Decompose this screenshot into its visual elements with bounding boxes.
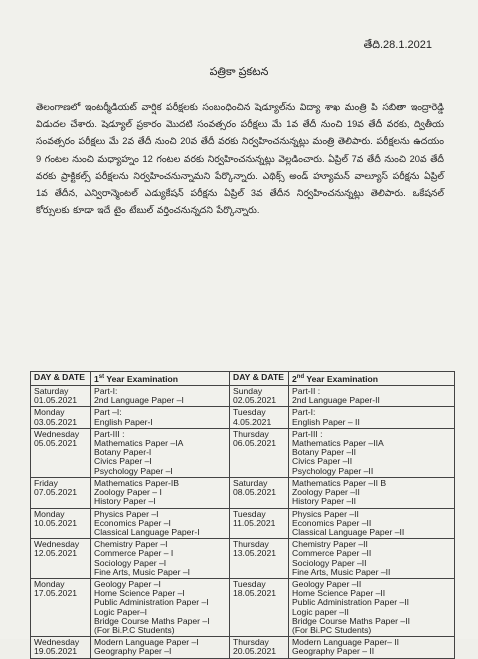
table-row (31, 428, 455, 477)
cell-line: Friday (34, 477, 58, 488)
second-year-exam-cell (289, 428, 455, 477)
cell-line: 18.05.2021 (233, 588, 277, 599)
cell-line: Part-I: (292, 407, 316, 418)
cell-line: Geography Paper – II (292, 646, 375, 657)
second-day-cell (230, 386, 289, 407)
first-year-exam-cell (91, 637, 230, 658)
second-year-exam-cell (289, 508, 455, 539)
cell-line: 17.05.2021 (34, 588, 78, 599)
cell-line: Sociology Paper –II (292, 557, 367, 568)
cell-line: Psychology Paper –I (94, 465, 173, 476)
cell-line: 20.05.2021 (233, 646, 277, 657)
cell-line: Thursday (233, 428, 269, 439)
cell-line: Part-III : (292, 428, 323, 439)
cell-line: Tuesday (233, 508, 266, 519)
header-day-date-2: DAY & DATE (230, 372, 289, 386)
second-day-cell (230, 477, 289, 508)
cell-line: 07.05.2021 (34, 487, 78, 498)
cell-line: Thursday (233, 539, 269, 550)
first-year-exam-cell (91, 539, 230, 579)
cell-line: 11.05.2021 (233, 517, 276, 528)
first-year-exam-cell (91, 508, 230, 539)
cell-line: Monday (34, 508, 65, 519)
first-day-cell (31, 407, 91, 428)
table-row (31, 386, 455, 407)
cell-line: Fine Arts, Music Paper –I (94, 566, 190, 577)
cell-line: Tuesday (233, 578, 266, 589)
cell-line: Psychology Paper –II (292, 465, 374, 476)
cell-line: Geology Paper –II (292, 578, 362, 589)
first-year-exam-cell (91, 428, 230, 477)
cell-line: Classical Language Paper-I (94, 526, 200, 537)
cell-line: Fine Arts, Music Paper –II (292, 566, 391, 577)
second-day-cell (230, 539, 289, 579)
first-day-cell (31, 428, 91, 477)
cell-line: 03.05.2021 (34, 416, 78, 427)
cell-line: Modern Language Paper– II (292, 637, 400, 648)
cell-line: Botany Paper –II (292, 447, 357, 458)
cell-line: English Paper – II (292, 416, 360, 427)
cell-line: 12.05.2021 (34, 548, 78, 559)
second-day-cell (230, 407, 289, 428)
first-day-cell (31, 508, 91, 539)
second-day-cell (230, 428, 289, 477)
second-year-exam-cell (289, 477, 455, 508)
first-year-exam-cell (91, 386, 230, 407)
cell-line: Bridge Course Maths Paper –II (292, 615, 410, 626)
cell-line: Physics Paper –I (94, 508, 159, 519)
cell-line: 10.05.2021 (34, 517, 78, 528)
cell-line: Monday (34, 407, 65, 418)
cell-line: Sunday (233, 386, 263, 397)
cell-line: Saturday (233, 477, 268, 488)
header-first-year: 1st Year Examination (91, 372, 230, 386)
cell-line: Geography Paper –I (94, 646, 172, 657)
cell-line: Modern Language Paper –I (94, 637, 199, 648)
second-year-exam-cell (289, 578, 455, 636)
cell-line: Part-I: (94, 386, 118, 397)
cell-line: 2nd Language Paper –I (94, 395, 184, 406)
cell-line: Home Science Paper –I (94, 588, 185, 599)
cell-line: Chemistry Paper –I (94, 539, 168, 550)
cell-line: Economics Paper –I (94, 517, 171, 528)
second-year-exam-cell (289, 637, 455, 658)
announcement-paragraph: తెలంగాణలో ఇంటర్మీడియట్ వార్షిక పరీక్షలకు సంబంధించిన షెడ్యూల్‌ను విద్యా శాఖ మంత్రి పి సబితా ఇంద్రారెడ్డి విడుదల చేశారు. షెడ్యూల్ ప్రకారం మొదటి సంవత్సరం పరీక్షలు మే 1వ తేదీ నుంచి 19వ తేదీ వరకు, ద్వితీయ సంవత్సరం పరీక్షలు మే 2వ తేదీ నుంచి 20వ తేదీ వరకు నిర్వహించనున్నట్లు మంత్రి తెలిపారు. పరీక్షలను ఉదయం 9 గంటల నుంచి మధ్యాహ్నం 12 గంటల వరకు నిర్వహించనున్నట్లు వెల్లడించారు. ఏప్రిల్ 7వ తేదీ నుంచి 20వ తేదీ వరకు ప్రాక్టికల్స్ పరీక్షలను నిర్వహించనున్నామని పేర్కొన్నారు. ఎథిక్స్ అండ్ హ్యూమన్ వాల్యూస్ పరీక్షను ఏప్రిల్ 1వ తేదీన, ఎన్విరాన్మెంటల్ ఎడ్యుకేషన్ పరీక్షను ఏప్రిల్ 3వ తేదీన నిర్వహించనున్నట్లు తెలిపారు. ఒకేషనల్ కోర్సులకు కూడా ఇదే టైం టేబుల్ వర్తించనున్నదని పేర్కొన్నారు. (36, 102, 444, 216)
cell-line: English Paper-I (94, 416, 153, 427)
cell-line: Part-II : (292, 386, 321, 397)
cell-line: Part-III : (94, 428, 125, 439)
second-day-cell (230, 578, 289, 636)
cell-line: 4.05.2021 (233, 416, 272, 427)
table-row (31, 578, 455, 636)
first-day-cell (31, 637, 91, 658)
cell-line: 13.05.2021 (233, 548, 277, 559)
cell-line: Thursday (233, 637, 269, 648)
first-year-exam-cell (91, 407, 230, 428)
second-year-exam-cell (289, 407, 455, 428)
table-row (31, 539, 455, 579)
cell-line: Logic paper –II (292, 606, 349, 617)
cell-line: Commerce Paper –II (292, 548, 372, 559)
cell-line: Zoology Paper – I (94, 487, 162, 498)
first-day-cell (31, 477, 91, 508)
table-row (31, 407, 455, 428)
header-day-date-1: DAY & DATE (31, 372, 91, 386)
cell-line: 01.05.2021 (34, 395, 78, 406)
cell-line: Mathematics Paper-IB (94, 477, 180, 488)
first-day-cell (31, 578, 91, 636)
cell-line: Mathematics Paper –II B (292, 477, 387, 488)
cell-line: Civics Paper –II (292, 456, 353, 467)
table-header-row (31, 372, 455, 386)
cell-line: (For Bi.PC Students) (292, 624, 372, 635)
second-day-cell (230, 508, 289, 539)
cell-line: Physics Paper –II (292, 508, 359, 519)
cell-line: Classical Language Paper –II (292, 526, 405, 537)
cell-line: Wednesday (34, 637, 80, 648)
cell-line: 19.05.2021 (34, 646, 78, 657)
cell-line: Geology Paper –I (94, 578, 161, 589)
cell-line: (For Bi.P.C Students) (94, 624, 175, 635)
table-row (31, 637, 455, 658)
cell-line: 08.05.2021 (233, 487, 277, 498)
cell-line: Mathematics Paper –IA (94, 438, 184, 449)
cell-line: Tuesday (233, 407, 266, 418)
cell-line: Wednesday (34, 428, 80, 439)
exam-schedule-table (30, 371, 455, 659)
release-date: తేది.28.1.2021 (363, 39, 432, 51)
cell-line: History Paper –II (292, 496, 356, 507)
cell-line: Botany Paper-I (94, 447, 152, 458)
cell-line: Mathematics Paper –IIA (292, 438, 384, 449)
first-year-exam-cell (91, 578, 230, 636)
cell-line: Commerce Paper – I (94, 548, 174, 559)
cell-line: 2nd Language Paper-II (292, 395, 380, 406)
first-day-cell (31, 539, 91, 579)
first-day-cell (31, 386, 91, 407)
second-day-cell (230, 637, 289, 658)
press-release-heading: పత్రికా ప్రకటన (209, 66, 269, 78)
second-year-exam-cell (289, 386, 455, 407)
cell-line: 06.05.2021 (233, 438, 277, 449)
table-row (31, 477, 455, 508)
cell-line: Bridge Course Maths Paper –I (94, 615, 210, 626)
cell-line: Economics Paper –II (292, 517, 372, 528)
cell-line: Sociology Paper –I (94, 557, 167, 568)
cell-line: Saturday (34, 386, 69, 397)
cell-line: Wednesday (34, 539, 80, 550)
table-row (31, 508, 455, 539)
cell-line: 05.05.2021 (34, 438, 78, 449)
cell-line: Public Administration Paper –I (94, 597, 209, 608)
first-year-exam-cell (91, 477, 230, 508)
cell-line: Part –I: (94, 407, 122, 418)
cell-line: Monday (34, 578, 65, 589)
cell-line: Zoology Paper –II (292, 487, 360, 498)
cell-line: History Paper –I (94, 496, 156, 507)
cell-line: Public Administration Paper –II (292, 597, 410, 608)
cell-line: 02.05.2021 (233, 395, 277, 406)
second-year-exam-cell (289, 539, 455, 579)
cell-line: Civics Paper –I (94, 456, 152, 467)
cell-line: Home Science Paper –II (292, 588, 386, 599)
header-second-year: 2nd Year Examination (289, 372, 455, 386)
cell-line: Logic Paper–I (94, 606, 148, 617)
cell-line: Chemistry Paper –II (292, 539, 368, 550)
